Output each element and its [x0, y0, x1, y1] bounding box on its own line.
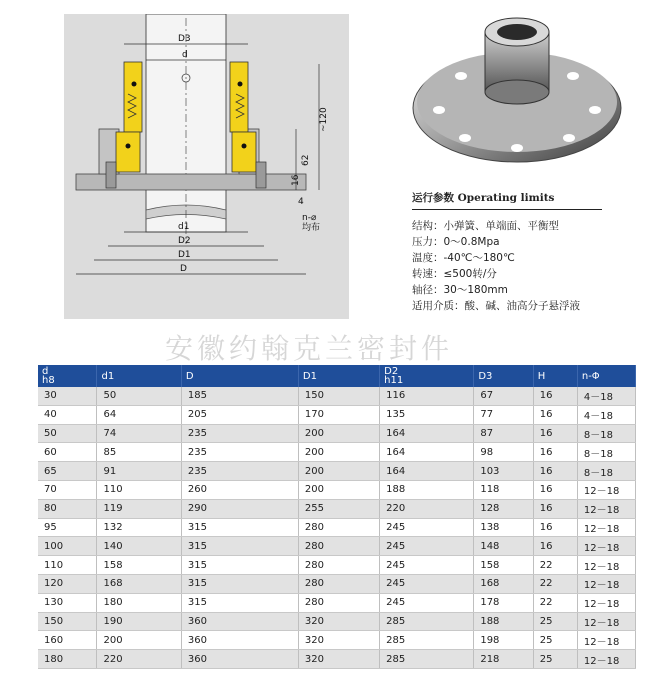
table-cell: 200 [298, 480, 379, 499]
dim-label-d: d [182, 50, 188, 60]
table-cell: 180 [38, 650, 97, 669]
seal-face-left [116, 132, 140, 172]
table-cell: 280 [298, 556, 379, 575]
table-row [38, 443, 636, 462]
table-cell: 16 [533, 537, 577, 556]
table-cell: 285 [380, 631, 474, 650]
table-cell: 95 [38, 518, 97, 537]
table-cell: 280 [298, 574, 379, 593]
table-cell: 245 [380, 518, 474, 537]
flange-hole-1 [433, 106, 445, 114]
table-row [38, 537, 636, 556]
drawing-svg [64, 14, 349, 319]
table-cell: 245 [380, 537, 474, 556]
table-cell: 12－18 [577, 537, 635, 556]
table-header-cell: H [533, 365, 577, 387]
table-cell: 16 [533, 387, 577, 405]
operating-limits-panel [412, 190, 602, 314]
spec-pressure: 压力：0～0.8Mpa [412, 236, 500, 248]
table-cell: 245 [380, 593, 474, 612]
dim-label-d1: d1 [178, 222, 190, 232]
dimension-table [38, 365, 636, 669]
table-cell: 245 [380, 574, 474, 593]
table-cell: 110 [38, 556, 97, 575]
spec-media: 适用介质：酸、碱、油高分子悬浮液 [412, 300, 580, 312]
table-cell: 280 [298, 593, 379, 612]
table-cell: 255 [298, 499, 379, 518]
seal-sleeve-right [230, 62, 248, 132]
seal-face-right [232, 132, 256, 172]
table-cell: 315 [181, 593, 298, 612]
table-cell: 77 [474, 405, 533, 424]
table-cell: 130 [38, 593, 97, 612]
table-cell: 160 [38, 631, 97, 650]
table-cell: 315 [181, 537, 298, 556]
table-cell: 98 [474, 443, 533, 462]
table-cell: 50 [97, 387, 181, 405]
table-cell: 178 [474, 593, 533, 612]
table-cell: 12－18 [577, 650, 635, 669]
table-row [38, 499, 636, 518]
table-cell: 190 [97, 612, 181, 631]
table-cell: 8－18 [577, 424, 635, 443]
table-cell: 12－18 [577, 556, 635, 575]
table-cell: 16 [533, 462, 577, 481]
table-cell: 12－18 [577, 499, 635, 518]
table-cell: 60 [38, 443, 97, 462]
dim-label-16: 16 [291, 174, 301, 186]
table-cell: 103 [474, 462, 533, 481]
dimension-table-grid [38, 365, 636, 669]
seal-cartridge-base [485, 80, 549, 104]
dim-label-D2: D2 [178, 236, 191, 246]
table-cell: 218 [474, 650, 533, 669]
table-cell: 315 [181, 556, 298, 575]
table-cell: 12－18 [577, 574, 635, 593]
product-photo [405, 10, 630, 170]
table-cell: 220 [380, 499, 474, 518]
table-cell: 64 [97, 405, 181, 424]
table-cell: 4－18 [577, 405, 635, 424]
table-cell: 150 [38, 612, 97, 631]
o-ring-left-1 [132, 82, 137, 87]
table-cell: 200 [298, 424, 379, 443]
table-row [38, 612, 636, 631]
flange-hole-6 [567, 72, 579, 80]
o-ring-right-1 [238, 82, 243, 87]
flange-hole-2 [459, 134, 471, 142]
table-row [38, 462, 636, 481]
table-cell: 12－18 [577, 612, 635, 631]
table-cell: 85 [97, 443, 181, 462]
table-cell: 110 [97, 480, 181, 499]
table-cell: 12－18 [577, 518, 635, 537]
table-cell: 280 [298, 518, 379, 537]
product-photo-svg [405, 10, 630, 170]
table-cell: 135 [380, 405, 474, 424]
table-cell: 80 [38, 499, 97, 518]
table-cell: 245 [380, 556, 474, 575]
table-header-cell: d h8 [38, 365, 97, 387]
table-cell: 119 [97, 499, 181, 518]
operating-limits-title: 运行参数 Operating limits [412, 190, 602, 210]
table-cell: 148 [474, 537, 533, 556]
table-cell: 205 [181, 405, 298, 424]
table-cell: 87 [474, 424, 533, 443]
table-cell: 360 [181, 650, 298, 669]
table-cell: 25 [533, 631, 577, 650]
table-cell: 138 [474, 518, 533, 537]
table-row [38, 631, 636, 650]
table-cell: 12－18 [577, 631, 635, 650]
dim-label-4: 4 [298, 197, 304, 207]
table-cell: 290 [181, 499, 298, 518]
table-cell: 65 [38, 462, 97, 481]
table-cell: 185 [181, 387, 298, 405]
table-cell: 150 [298, 387, 379, 405]
o-ring-right-2 [242, 144, 247, 149]
table-header-cell: D1 [298, 365, 379, 387]
table-cell: 280 [298, 537, 379, 556]
dim-label-120: ~120 [319, 107, 329, 132]
table-cell: 360 [181, 631, 298, 650]
table-cell: 235 [181, 462, 298, 481]
table-cell: 315 [181, 518, 298, 537]
table-header-cell: n-Φ [577, 365, 635, 387]
table-row [38, 387, 636, 405]
seal-bore [497, 24, 537, 40]
table-cell: 70 [38, 480, 97, 499]
table-header-cell: D2 h11 [380, 365, 474, 387]
table-cell: 22 [533, 574, 577, 593]
table-cell: 320 [298, 612, 379, 631]
table-cell: 120 [38, 574, 97, 593]
table-cell: 12－18 [577, 480, 635, 499]
table-cell: 12－18 [577, 593, 635, 612]
spec-speed: 转速：≤500转/分 [412, 268, 497, 280]
table-row [38, 556, 636, 575]
table-row [38, 574, 636, 593]
table-header-cell: D [181, 365, 298, 387]
table-cell: 180 [97, 593, 181, 612]
table-cell: 22 [533, 593, 577, 612]
table-cell: 158 [474, 556, 533, 575]
table-row [38, 405, 636, 424]
table-row [38, 593, 636, 612]
table-cell: 40 [38, 405, 97, 424]
dim-label-holes: n-⌀ [302, 213, 317, 223]
table-cell: 158 [97, 556, 181, 575]
table-cell: 168 [474, 574, 533, 593]
table-cell: 16 [533, 480, 577, 499]
table-cell: 118 [474, 480, 533, 499]
seal-sleeve-left [124, 62, 142, 132]
table-cell: 320 [298, 631, 379, 650]
table-cell: 168 [97, 574, 181, 593]
table-cell: 188 [474, 612, 533, 631]
table-header-row [38, 365, 636, 387]
table-cell: 16 [533, 405, 577, 424]
o-ring-left-2 [126, 144, 131, 149]
spec-shaft-diameter: 轴径：30～180mm [412, 284, 508, 296]
table-cell: 360 [181, 612, 298, 631]
table-cell: 235 [181, 443, 298, 462]
table-row [38, 480, 636, 499]
table-cell: 100 [38, 537, 97, 556]
table-cell: 198 [474, 631, 533, 650]
table-cell: 128 [474, 499, 533, 518]
table-header-cell: d1 [97, 365, 181, 387]
spec-structure: 结构：小弹簧、单端面、平衡型 [412, 220, 559, 232]
table-cell: 235 [181, 424, 298, 443]
spec-temperature: 温度：-40℃～180℃ [412, 252, 515, 264]
table-cell: 22 [533, 556, 577, 575]
dim-label-D: D [180, 264, 187, 274]
table-cell: 315 [181, 574, 298, 593]
table-cell: 8－18 [577, 443, 635, 462]
table-cell: 260 [181, 480, 298, 499]
table-cell: 285 [380, 650, 474, 669]
table-cell: 16 [533, 518, 577, 537]
table-cell: 200 [97, 631, 181, 650]
flange-hole-4 [563, 134, 575, 142]
table-cell: 91 [97, 462, 181, 481]
table-row [38, 650, 636, 669]
bolt-right [256, 162, 266, 188]
table-cell: 140 [97, 537, 181, 556]
table-cell: 67 [474, 387, 533, 405]
table-cell: 116 [380, 387, 474, 405]
dim-label-D1: D1 [178, 250, 191, 260]
flange-hole-7 [455, 72, 467, 80]
table-cell: 74 [97, 424, 181, 443]
seal-cross-section-drawing [64, 14, 349, 319]
table-cell: 16 [533, 499, 577, 518]
table-cell: 4－18 [577, 387, 635, 405]
table-cell: 8－18 [577, 462, 635, 481]
table-cell: 16 [533, 443, 577, 462]
table-cell: 285 [380, 612, 474, 631]
flange-hole-5 [589, 106, 601, 114]
table-cell: 16 [533, 424, 577, 443]
table-cell: 188 [380, 480, 474, 499]
table-row [38, 424, 636, 443]
dim-label-holes-note: 均布 [302, 223, 321, 233]
table-body [38, 387, 636, 668]
table-cell: 220 [97, 650, 181, 669]
table-cell: 25 [533, 650, 577, 669]
dim-label-62: 62 [301, 154, 311, 166]
table-cell: 164 [380, 443, 474, 462]
table-cell: 50 [38, 424, 97, 443]
table-cell: 170 [298, 405, 379, 424]
table-header-cell: D3 [474, 365, 533, 387]
flange-hole-3 [511, 144, 523, 152]
table-cell: 200 [298, 462, 379, 481]
table-cell: 30 [38, 387, 97, 405]
table-cell: 132 [97, 518, 181, 537]
company-watermark: 安徽约翰克兰密封件 [165, 332, 454, 365]
table-cell: 164 [380, 424, 474, 443]
table-cell: 320 [298, 650, 379, 669]
table-cell: 164 [380, 462, 474, 481]
table-cell: 25 [533, 612, 577, 631]
table-row [38, 518, 636, 537]
dim-label-d3: D3 [178, 34, 191, 44]
bolt-left [106, 162, 116, 188]
table-cell: 200 [298, 443, 379, 462]
